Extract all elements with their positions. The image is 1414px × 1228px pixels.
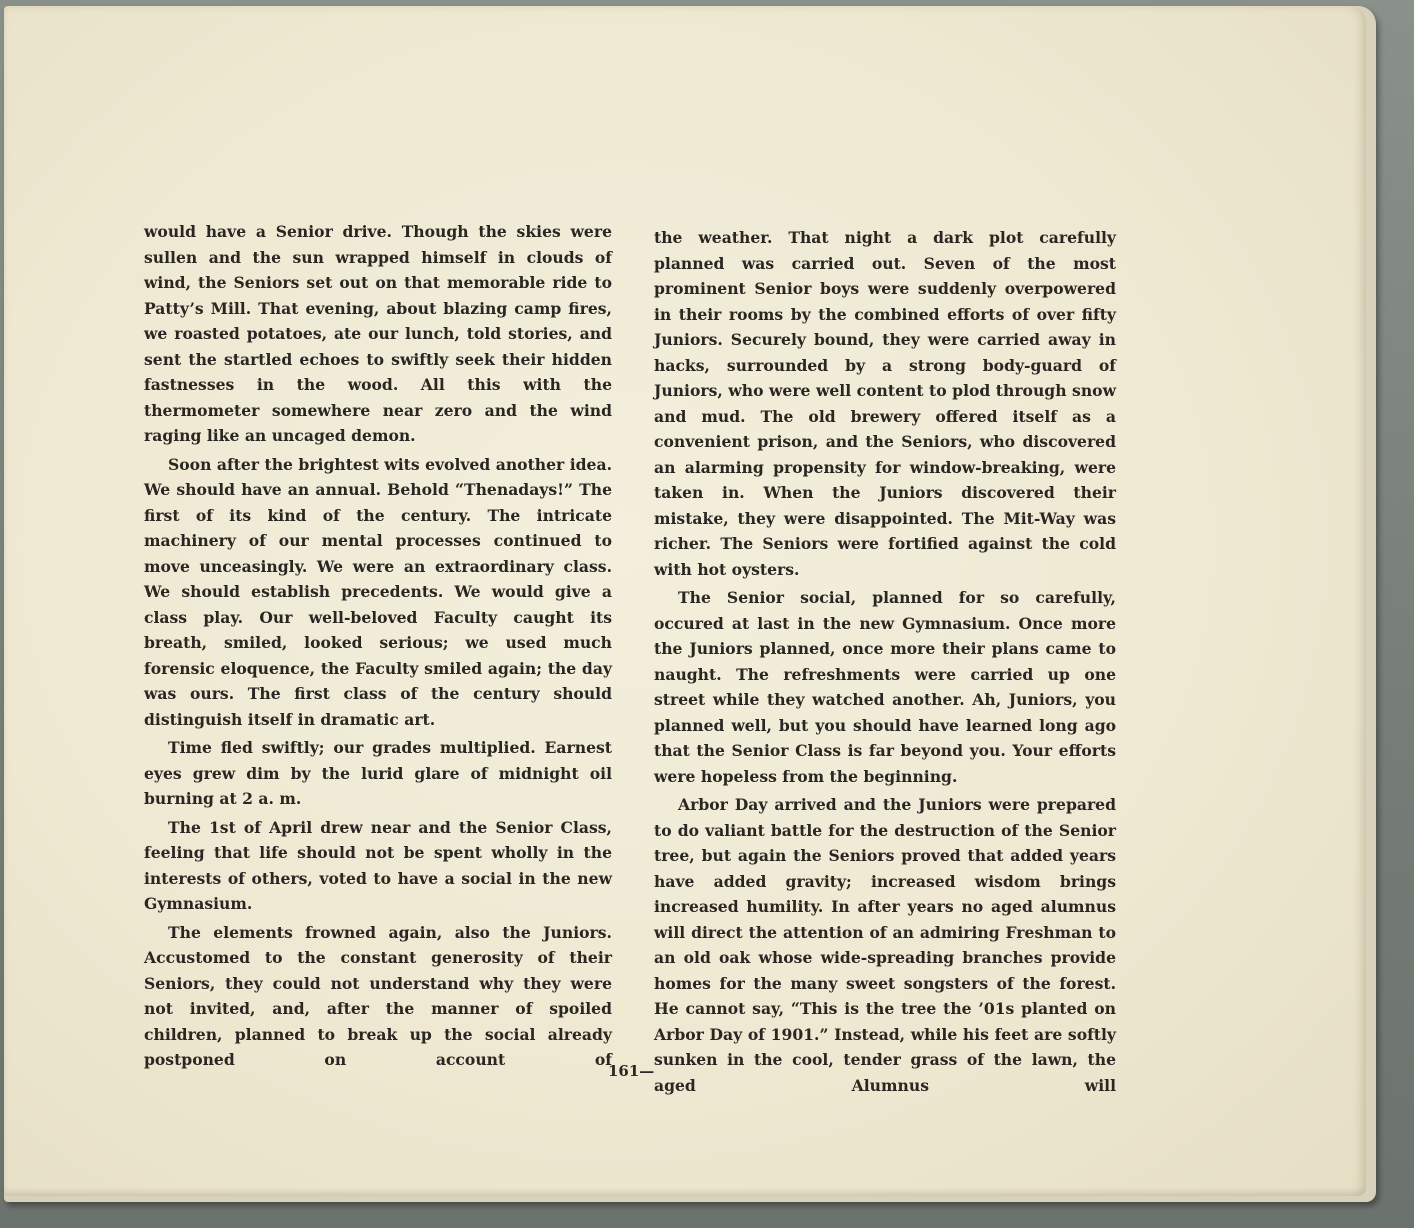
page-stack — [4, 6, 1376, 1202]
left-paragraph-5: The elements frowned again, also the Juniors. Accustomed to the constant generosity of their Seniors, they could not understand why they were not invited, and, after the manner of spoiled children, planned to break up the social already postponed on account of — [144, 922, 612, 1069]
left-paragraph-2: Soon after the brightest wits evolved another idea. We should have an annual. Behold “Thenadays!” The first of its kind of the century. The intricate machinery of our mental processes continued to move unceasingly. We were an extraordinary class. We should establish precedents. We would give a class play. Our well-beloved Faculty caught its breath, smiled, looked serious; we used much forensic eloquence, the Faculty smiled again; the day was ours. The first class of the century should distinguish itself in dramatic art. — [144, 454, 612, 729]
left-paragraph-3: Time fled swiftly; our grades multiplied. Earnest eyes grew dim by the lurid glare of midnight oil burning at 2 a. m. — [144, 738, 612, 808]
right-paragraph-1: the weather. That night a dark plot carefully planned was carried out. Seven of the most prominent Senior boys were suddenly overpowered in their rooms by the combined efforts of over fifty Juniors. Securely bound, they were carried away in hacks, surrounded by a strong body-guard of Juniors, who were well content to plod through snow and mud. The old brewery offered itself as a convenient prison, and the Seniors, who discovered an alarming propensity for window-breaking, were taken in. When the Juniors discovered their mistake, they were disappointed. The Mit-Way was richer. The Seniors were fortified against the cold with hot oysters. — [654, 228, 1116, 579]
left-paragraph-4: The 1st of April drew near and the Senior Class, feeling that life should not be spent wholly in the interests of others, voted to have a social in the new Gymnasium. — [144, 817, 612, 913]
right-paragraph-2: The Senior social, planned for so carefully, occured at last in the new Gymnasium. Once more the Juniors planned, once more their plans came to naught. The refreshments were carried up one street while they watched another. Ah, Juniors, you planned well, but you should have learned long ago that the Senior Class is far beyond you. Your efforts were hopeless from the beginning. — [654, 588, 1116, 786]
left-column — [144, 219, 612, 1076]
right-paragraph-3: Arbor Day arrived and the Juniors were prepared to do valiant battle for the destruction of the Senior tree, but again the Seniors proved that added years have added gravity; increased wisdom brings increased humility. In after years no aged alumnus will direct the attention of an admiring Freshman to an old oak whose wide-spreading branches provide homes for the many sweet songsters of the forest. He cannot say, “This is the tree the ’01s planted on Arbor Day of 1901.” Instead, while his feet are softly sunken in the cool, tender grass of the lawn, the aged Alumnus will — [654, 795, 1116, 1095]
left-paragraph-1: would have a Senior drive. Though the skies were sullen and the sun wrapped himself in clouds of wind, the Seniors set out on that memorable ride to Patty’s Mill. That evening, about blazing camp fires, we roasted potatoes, ate our lunch, told stories, and sent the startled echoes to swiftly seek their hidden fastnesses in the wood. All this with the thermometer somewhere near zero and the wind raging like an uncaged demon. — [144, 222, 612, 445]
right-column — [654, 225, 1116, 1101]
book-page — [4, 6, 1366, 1196]
page-number: 161— — [608, 1062, 655, 1080]
